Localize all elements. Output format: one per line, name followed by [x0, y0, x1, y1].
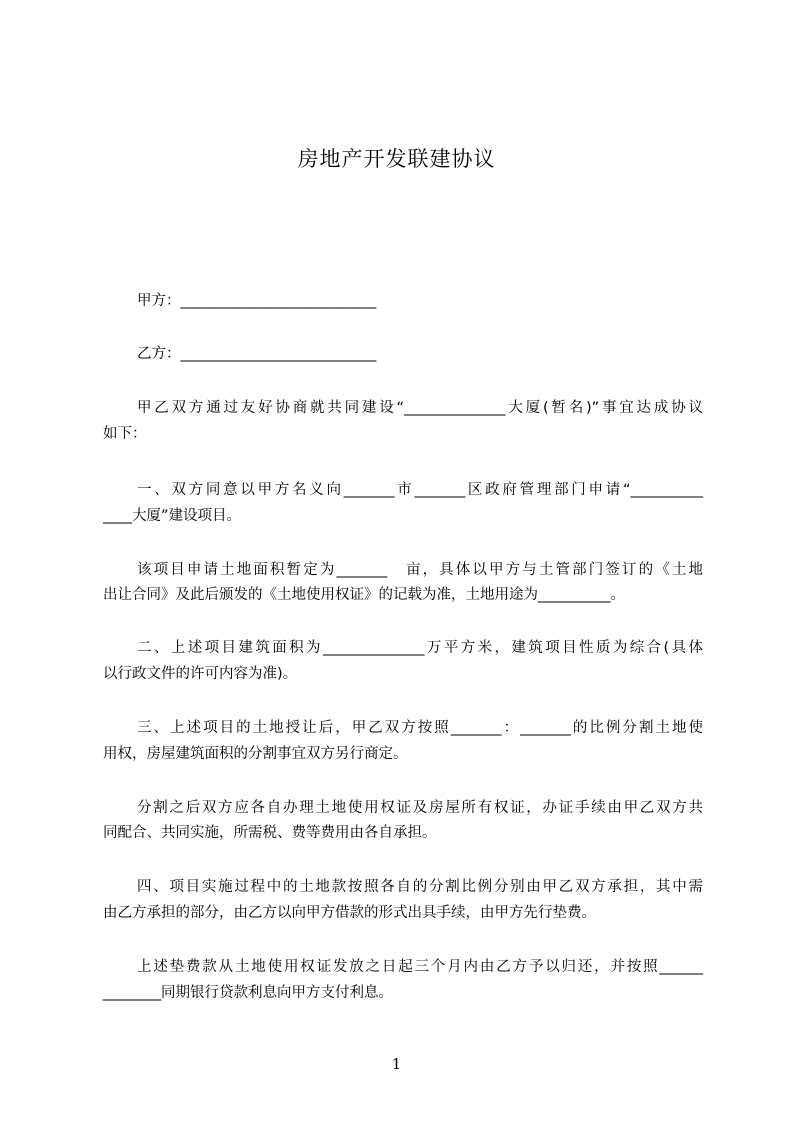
- clause2-line-1: 二、上述项目建筑面积为______________万平方米，建筑项目性质为综合(具体: [137, 640, 703, 656]
- clause1-line-1: 一、双方同意以甲方名义向_______市_______区政府管理部门申请“__________: [137, 482, 703, 498]
- clause1-detail-line-1: 该项目申请土地面积暂定为_______ 亩，具体以甲方与土管部门签订的《土地: [137, 562, 703, 578]
- clause4-detail-line-1: 上述垫费款从土地使用权证发放之日起三个月内由乙方予以归还，并按照______: [137, 959, 703, 975]
- intro-line-2: 如下：: [103, 426, 147, 442]
- clause4-line-1: 四、项目实施过程中的土地款按照各自的分割比例分别由甲乙双方承担，其中需: [137, 879, 703, 895]
- clause3-detail-line-1: 分割之后双方应各自办理土地使用权证及房屋所有权证，办证手续由甲乙双方共: [137, 800, 703, 816]
- page-number: 1: [391, 1055, 402, 1073]
- document-title: 房地产开发联建协议: [297, 147, 496, 171]
- clause3-line-1: 三、上述项目的土地授让后，甲乙双方按照_______：_______的比例分割土地使: [137, 720, 703, 736]
- party-b-line: 乙方：___________________________: [137, 346, 377, 362]
- clause3-line-2: 用权，房屋建筑面积的分割事宜双方另行商定。: [103, 746, 408, 762]
- clause4-line-2: 由乙方承担的部分，由乙方以向甲方借款的形式出具手续，由甲方先行垫费。: [103, 905, 596, 921]
- clause2-line-2: 以行政文件的许可内容为准)。: [103, 666, 298, 682]
- clause1-line-2: ____大厦”建设项目。: [103, 508, 242, 524]
- clause1-detail-line-2: 出让合同》及此后颁发的《土地使用权证》的记载为准，土地用途为__________。: [103, 587, 625, 603]
- intro-line-1: 甲乙双方通过友好协商就共同建设“______________大厦(暂名)”事宜达成协议: [137, 400, 703, 416]
- clause3-detail-line-2: 同配合、共同实施，所需税、费等费用由各自承担。: [103, 825, 437, 841]
- clause4-detail-line-2: ________同期银行贷款利息向甲方支付利息。: [103, 985, 393, 1001]
- party-a-line: 甲方：___________________________: [137, 293, 377, 309]
